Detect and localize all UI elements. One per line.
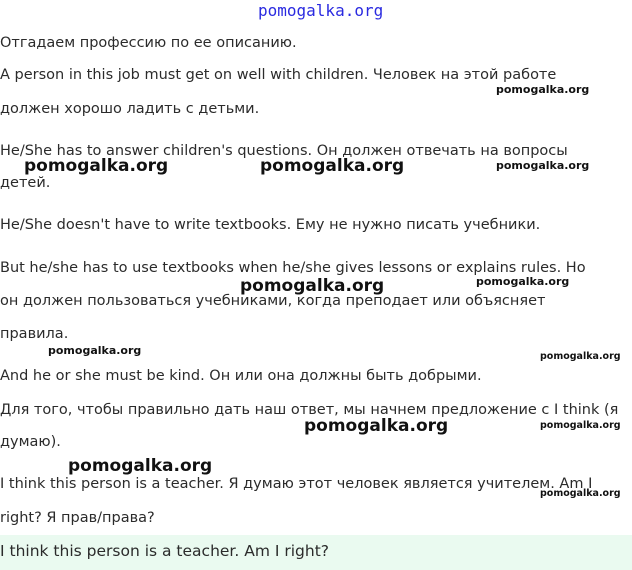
watermark: pomogalka.org [540, 420, 621, 431]
header-watermark: pomogalka.org [258, 1, 384, 20]
text-line-6: He/She doesn't have to write textbooks. Ему не нужно писать учебники. [0, 217, 541, 233]
watermark: pomogalka.org [68, 456, 213, 476]
watermark: pomogalka.org [496, 83, 590, 96]
watermark: pomogalka.org [496, 159, 590, 172]
watermark: pomogalka.org [476, 275, 570, 288]
watermark: pomogalka.org [540, 488, 621, 499]
answer-box [0, 535, 632, 570]
watermark: pomogalka.org [24, 156, 169, 176]
text-line-2: A person in this job must get on well with children. Человек на этой работе [0, 67, 557, 83]
watermark: pomogalka.org [540, 351, 621, 362]
text-line-12: думаю). [0, 434, 61, 450]
watermark: pomogalka.org [304, 416, 449, 436]
watermark: pomogalka.org [260, 156, 405, 176]
watermark: pomogalka.org [48, 344, 142, 357]
text-line-13: I think this person is a teacher. Я думаю этот человек является учителем. Am I [0, 476, 593, 492]
text-line-10: And he or she must be kind. Он или она должны быть добрыми. [0, 368, 482, 384]
text-line-11: Для того, чтобы правильно дать наш ответ, мы начнем предложение с I think (я [0, 402, 619, 418]
text-line-7: But he/she has to use textbooks when he/she gives lessons or explains rules. Но [0, 260, 586, 276]
text-line-8: он должен пользоваться учебниками, когда преподает или объясняет [0, 293, 546, 309]
watermark: pomogalka.org [240, 276, 385, 296]
text-line-14: right? Я прав/права? [0, 510, 155, 526]
text-line-4: He/She has to answer children's questions. Он должен отвечать на вопросы [0, 143, 568, 159]
text-line-3: должен хорошо ладить с детьми. [0, 101, 260, 117]
text-line-9: правила. [0, 326, 69, 342]
text-line-5: детей. [0, 175, 51, 191]
text-line-1: Отгадаем профессию по ее описанию. [0, 35, 297, 51]
answer-text: I think this person is a teacher. Am I right? [0, 542, 330, 560]
